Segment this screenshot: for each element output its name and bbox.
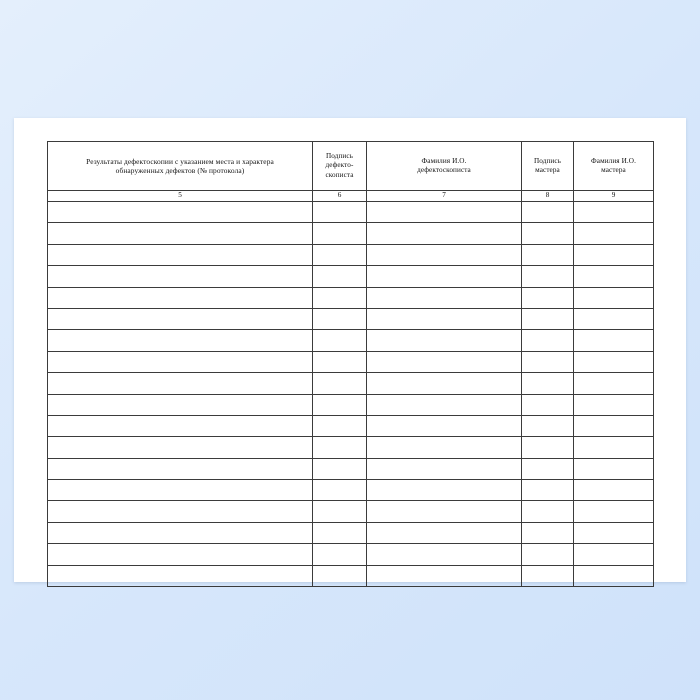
table-row[interactable]	[48, 522, 654, 543]
table-cell-col9[interactable]	[574, 565, 654, 586]
table-cell-col8[interactable]	[522, 202, 574, 223]
table-cell-col9[interactable]	[574, 458, 654, 479]
column-header-foreman-name	[574, 142, 654, 191]
table-cell-col9[interactable]	[574, 373, 654, 394]
column-number-9: 9	[574, 191, 654, 202]
column-header-foreman-name-line2: мастера	[601, 166, 626, 174]
table-row[interactable]	[48, 266, 654, 287]
table-header	[48, 142, 654, 191]
table-row[interactable]	[48, 458, 654, 479]
table-cell-col6[interactable]	[313, 330, 367, 351]
table-cell-col7[interactable]	[367, 223, 522, 244]
table-cell-col7[interactable]	[367, 244, 522, 265]
column-number-5: 5	[48, 191, 313, 202]
table-cell-col9[interactable]	[574, 244, 654, 265]
table-cell-col7[interactable]	[367, 565, 522, 586]
table-cell-col7[interactable]	[367, 373, 522, 394]
column-header-inspector-name-line1: Фамилия И.О.	[421, 156, 467, 165]
column-header-inspector-signature-line1: Подпись	[325, 152, 354, 161]
table-cell-col6[interactable]	[313, 287, 367, 308]
column-header-inspector-name	[367, 142, 522, 191]
table-cell-col5[interactable]	[48, 501, 313, 522]
table-cell-col9[interactable]	[574, 544, 654, 565]
table-cell-col5[interactable]	[48, 202, 313, 223]
table-cell-col6[interactable]	[313, 351, 367, 372]
table-cell-col6[interactable]	[313, 437, 367, 458]
table-row[interactable]	[48, 330, 654, 351]
table-cell-col5[interactable]	[48, 308, 313, 329]
table-cell-col6[interactable]	[313, 394, 367, 415]
table-cell-col8[interactable]	[522, 544, 574, 565]
table-cell-col8[interactable]	[522, 415, 574, 436]
table-cell-col6[interactable]	[313, 308, 367, 329]
column-header-results	[48, 142, 313, 191]
table-row[interactable]	[48, 308, 654, 329]
table-cell-col8[interactable]	[522, 373, 574, 394]
table-cell-col8[interactable]	[522, 266, 574, 287]
table-cell-col8[interactable]	[522, 501, 574, 522]
column-header-inspector-name-line2: дефектоскописта	[417, 166, 471, 174]
table-cell-col5[interactable]	[48, 351, 313, 372]
table-cell-col6[interactable]	[313, 202, 367, 223]
table-row[interactable]	[48, 415, 654, 436]
table-cell-col6[interactable]	[313, 244, 367, 265]
table-row[interactable]	[48, 501, 654, 522]
table-cell-col6[interactable]	[313, 522, 367, 543]
table-cell-col9[interactable]	[574, 287, 654, 308]
table-row[interactable]	[48, 223, 654, 244]
table-row[interactable]	[48, 480, 654, 501]
table-cell-col7[interactable]	[367, 351, 522, 372]
column-number-7: 7	[367, 191, 522, 202]
column-header-foreman-signature-line2: мастера	[535, 166, 560, 174]
table-cell-col8[interactable]	[522, 244, 574, 265]
table-row[interactable]	[48, 244, 654, 265]
table-cell-col5[interactable]	[48, 244, 313, 265]
table-cell-col7[interactable]	[367, 544, 522, 565]
table-cell-col6[interactable]	[313, 415, 367, 436]
table-row[interactable]	[48, 394, 654, 415]
table-row[interactable]	[48, 565, 654, 586]
table-cell-col7[interactable]	[367, 266, 522, 287]
table-cell-col6[interactable]	[313, 501, 367, 522]
table-cell-col5[interactable]	[48, 394, 313, 415]
column-number-8: 8	[522, 191, 574, 202]
table-body	[48, 191, 654, 587]
table-cell-col9[interactable]	[574, 330, 654, 351]
table-cell-col5[interactable]	[48, 522, 313, 543]
table-cell-col9[interactable]	[574, 522, 654, 543]
table-cell-col9[interactable]	[574, 266, 654, 287]
table-cell-col8[interactable]	[522, 522, 574, 543]
table-cell-col8[interactable]	[522, 394, 574, 415]
table-cell-col8[interactable]	[522, 458, 574, 479]
table-header-row	[48, 142, 654, 191]
table-cell-col7[interactable]	[367, 394, 522, 415]
table-row[interactable]	[48, 373, 654, 394]
table-cell-col9[interactable]	[574, 437, 654, 458]
table-cell-col5[interactable]	[48, 373, 313, 394]
table-cell-col6[interactable]	[313, 266, 367, 287]
defectoscopy-journal-table	[47, 141, 654, 587]
table-cell-col5[interactable]	[48, 330, 313, 351]
table-cell-col5[interactable]	[48, 415, 313, 436]
table-cell-col6[interactable]	[313, 223, 367, 244]
column-header-foreman-signature	[522, 142, 574, 191]
column-header-results-line2: обнаруженных дефектов (№ протокола)	[115, 166, 245, 175]
paper-sheet	[14, 118, 686, 582]
table-cell-col8[interactable]	[522, 330, 574, 351]
table-row[interactable]	[48, 437, 654, 458]
table-cell-col9[interactable]	[574, 223, 654, 244]
table-cell-col5[interactable]	[48, 458, 313, 479]
column-header-inspector-signature-line3: скописта	[325, 170, 354, 179]
table-row[interactable]	[48, 287, 654, 308]
table-cell-col9[interactable]	[574, 351, 654, 372]
table-cell-col9[interactable]	[574, 394, 654, 415]
table-cell-col8[interactable]	[522, 223, 574, 244]
table-cell-col6[interactable]	[313, 565, 367, 586]
column-number-6: 6	[313, 191, 367, 202]
column-header-foreman-name-line1: Фамилия И.О.	[591, 156, 636, 165]
table-cell-col6[interactable]	[313, 373, 367, 394]
table-cell-col6[interactable]	[313, 480, 367, 501]
table-cell-col7[interactable]	[367, 202, 522, 223]
column-header-inspector-signature	[313, 142, 367, 191]
table-cell-col8[interactable]	[522, 287, 574, 308]
table-cell-col7[interactable]	[367, 501, 522, 522]
table-cell-col5[interactable]	[48, 480, 313, 501]
table-cell-col6[interactable]	[313, 458, 367, 479]
table-cell-col7[interactable]	[367, 287, 522, 308]
table-cell-col9[interactable]	[574, 308, 654, 329]
table-cell-col6[interactable]	[313, 544, 367, 565]
column-header-results-line1: Результаты дефектоскопии с указанием места и характера	[86, 156, 274, 166]
table-row[interactable]	[48, 544, 654, 565]
table-cell-col5[interactable]	[48, 565, 313, 586]
table-cell-col7[interactable]	[367, 437, 522, 458]
table-cell-col7[interactable]	[367, 330, 522, 351]
table-cell-col7[interactable]	[367, 480, 522, 501]
table-cell-col5[interactable]	[48, 544, 313, 565]
table-cell-col8[interactable]	[522, 480, 574, 501]
table-row[interactable]	[48, 202, 654, 223]
table-row[interactable]	[48, 351, 654, 372]
table-cell-col9[interactable]	[574, 415, 654, 436]
table-cell-col8[interactable]	[522, 565, 574, 586]
table-cell-col9[interactable]	[574, 480, 654, 501]
table-cell-col5[interactable]	[48, 266, 313, 287]
table-cell-col9[interactable]	[574, 501, 654, 522]
table-cell-col8[interactable]	[522, 351, 574, 372]
table-cell-col7[interactable]	[367, 308, 522, 329]
table-cell-col8[interactable]	[522, 437, 574, 458]
table-cell-col9[interactable]	[574, 202, 654, 223]
table-cell-col7[interactable]	[367, 415, 522, 436]
table-cell-col5[interactable]	[48, 437, 313, 458]
table-cell-col5[interactable]	[48, 287, 313, 308]
table-cell-col8[interactable]	[522, 308, 574, 329]
column-header-foreman-signature-line1: Подпись	[533, 156, 562, 165]
column-header-inspector-signature-line2: дефекто-	[325, 161, 354, 170]
table-cell-col5[interactable]	[48, 223, 313, 244]
column-number-row	[48, 191, 654, 202]
table-cell-col7[interactable]	[367, 522, 522, 543]
table-cell-col7[interactable]	[367, 458, 522, 479]
